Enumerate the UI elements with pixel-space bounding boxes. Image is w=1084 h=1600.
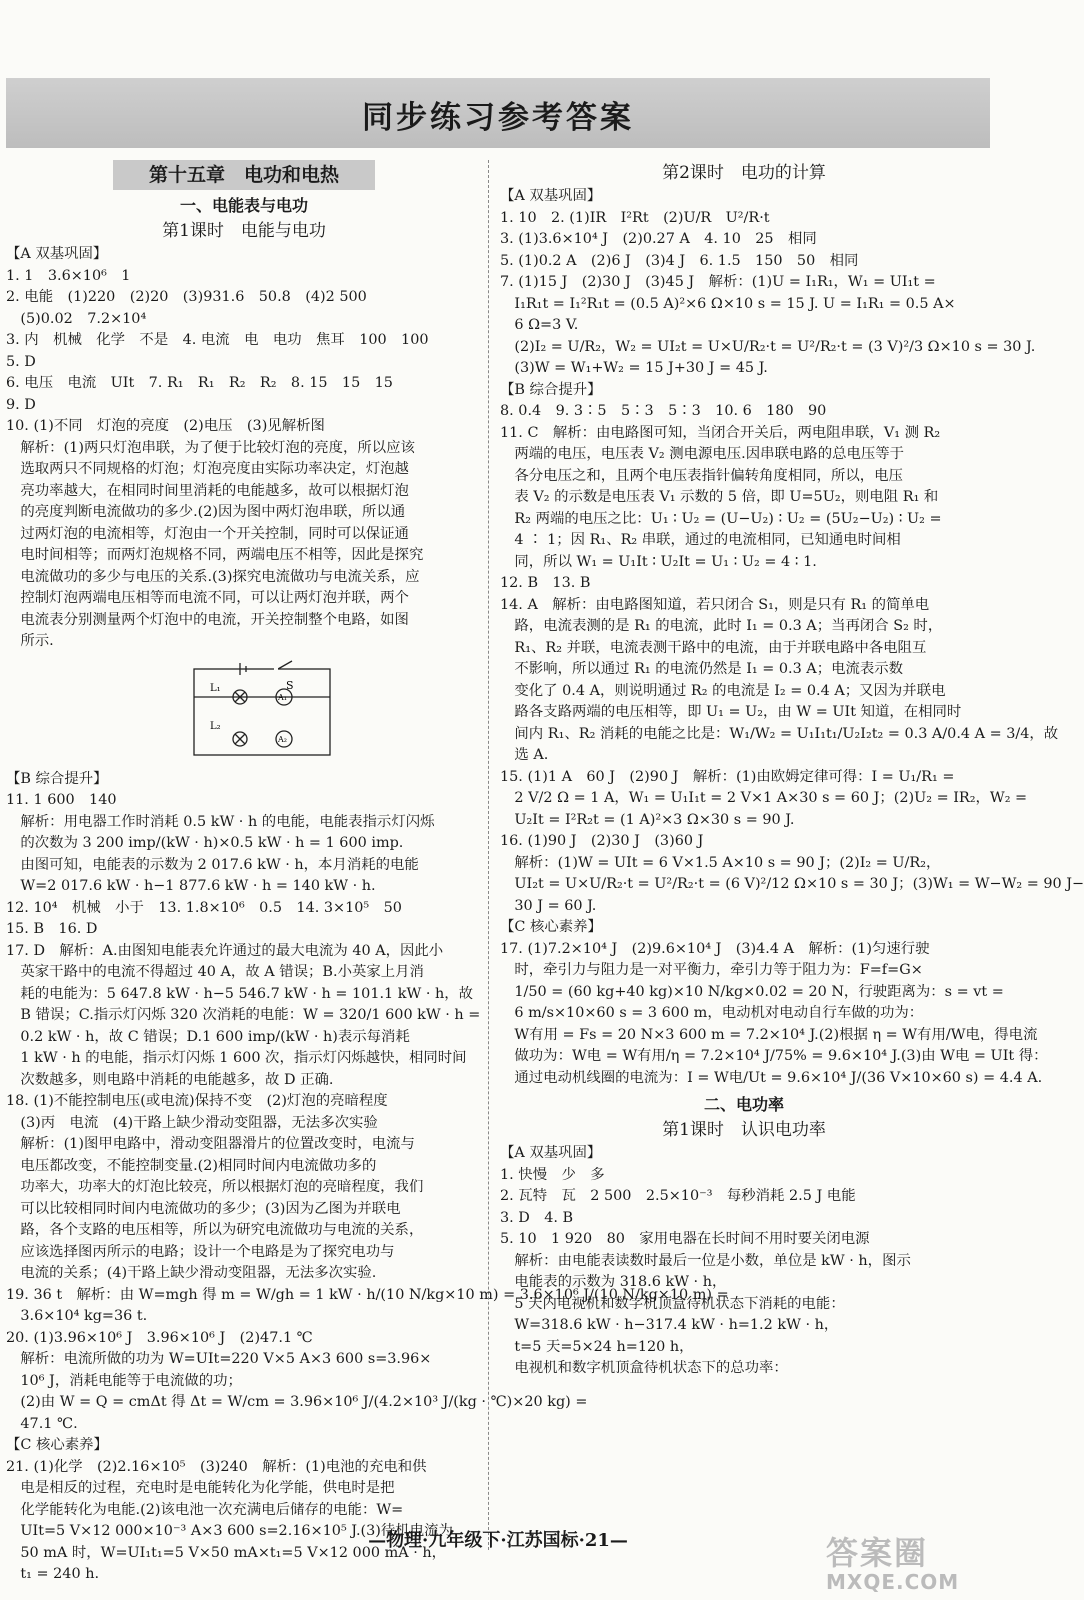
switch-label: S — [286, 678, 294, 692]
answer-line: 【A 双基巩固】 — [500, 188, 602, 204]
answer-line: I₁R₁t = I₁²R₁t = (0.5 A)²×6 Ω×10 s = 15 J. U = I₁R₁ = 0.5 A× — [500, 295, 956, 312]
watermark-logo: 答案圈 MXQE.COM — [826, 1534, 960, 1594]
answer-line: 5. 10 1 920 80 家用电器在长时间不用时要关闭电源 — [500, 1231, 870, 1247]
answer-line: 14. A 解析：由电路图知道，若只闭合 S₁，则是只有 R₁ 的简单电 — [500, 596, 930, 613]
circuit-diagram — [188, 659, 338, 763]
answer-block-a — [6, 244, 482, 653]
answer-line: 通过电动机线圈的电流为：I = W电/Ut = 9.6×10⁴ J/(36 V×10×60 s) = 4.4 A. — [500, 1069, 1043, 1086]
answer-line: 50 mA 时，W=UI₁t₁=5 V×50 mA×t₁=5 V×12 000 mA · h， — [6, 1544, 447, 1561]
answer-line: 路，电流表测的是 R₁ 的电流，此时 I₁ = 0.3 A；当再闭合 S₂ 时， — [500, 618, 943, 634]
answer-line: 功率大，功率大的灯泡比较亮，所以根据灯泡的亮暗程度，我们 — [6, 1179, 424, 1195]
answer-line: 3.6×10⁴ kg=36 t. — [6, 1308, 148, 1324]
answer-line: UIt=5 V×12 000×10⁻³ A×3 600 s=2.16×10⁵ J.(3)待机电流为 — [6, 1523, 453, 1539]
answer-line: W有用 = Fs = 20 N×3 600 m = 7.2×10⁴ J.(2)根据 η = W有用/W电，得电流 — [500, 1026, 1038, 1043]
page-footer: —物理·九年级下·江苏国标·21— — [368, 1530, 628, 1551]
answer-line: 控制灯泡两端电压相等而电流不同，可以让两灯泡并联，两个 — [6, 590, 409, 606]
answer-line: 1. 1 3.6×10⁶ 1 — [6, 267, 131, 284]
answer-line: 5. D — [6, 353, 36, 370]
answer-line: 3. D 4. B — [500, 1209, 574, 1226]
answer-line: 7. (1)15 J (2)30 J (3)45 J 解析：(1)U = I₁R₁，W₁ = UI₁t = — [500, 274, 936, 290]
answer-line: 47.1 ℃. — [6, 1415, 78, 1432]
answer-line: 5. (1)0.2 A (2)6 J (3)4 J 6. 1.5 150 50 相同 — [500, 252, 859, 269]
answer-line: U₂It = I²R₂t = (1 A)²×3 Ω×30 s = 90 J. — [500, 811, 795, 828]
answer-line: (2)I₂ = U/R₂，W₂ = UI₂t = U×U/R₂·t = U²/R₂·t = (3 V)²/3 Ω×10 s = 30 J. — [500, 338, 1036, 355]
answer-line: 15. B 16. D — [6, 921, 98, 937]
chapter-heading: 第十五章 电功和电热 — [113, 160, 375, 190]
answer-line: 6 Ω=3 V. — [500, 317, 579, 333]
answer-line: 10. (1)不同 灯泡的亮度 (2)电压 (3)见解析图 — [6, 418, 325, 434]
answer-line: 2. 电能 (1)220 (2)20 (3)931.6 50.8 (4)2 500 — [6, 289, 367, 305]
answer-line: 【C 核心素养】 — [500, 919, 602, 935]
ammeter-1-label: A₁ — [278, 692, 287, 702]
answer-line: 两端的电压，电压表 V₂ 测电源电压.因串联电路的总电压等于 — [500, 446, 905, 462]
answer-line: 次数越多，则电路中消耗的电能越多，故 D 正确. — [6, 1071, 334, 1088]
answer-line: 选取两只不同规格的灯泡；灯泡亮度由实际功率决定，灯泡越 — [6, 461, 409, 477]
answer-line: 选 A. — [500, 747, 549, 763]
lesson-heading: 第1课时 电能与电功 — [162, 221, 326, 241]
answer-line: 电压都改变，不能控制变量.(2)相同时间内电流做功多的 — [6, 1157, 377, 1174]
answer-line: 9. D — [6, 396, 36, 413]
answer-line: 5 天内电视机和数字机顶盒待机状态下消耗的电能： — [500, 1295, 845, 1312]
answer-line: UI₂t = U×U/R₂·t = U²/R₂·t = (6 V)²/12 Ω×10 s = 30 J；(3)W₁ = W−W₂ = 90 J− — [500, 876, 1084, 892]
answer-block-right-a — [500, 186, 1036, 380]
lesson-heading-3: 第1课时 认识电功率 — [662, 1120, 826, 1140]
answer-line: R₁、R₂ 并联，电流表测干路中的电流，由于并联电路中各电阻互 — [500, 639, 927, 656]
answer-line: 所示. — [6, 633, 54, 649]
answer-line: 2. 瓦特 瓦 2 500 2.5×10⁻³ 每秒消耗 2.5 J 电能 — [500, 1188, 856, 1204]
answer-line: (2)由 W = Q = cmΔt 得 Δt = W/cm = 3.96×10⁶ J/(4.2×10³ J/(kg · ℃)×20 kg) = — [6, 1394, 588, 1410]
answer-line: 时，牵引力与阻力是一对平衡力，牵引力等于阻力为：F=f=G× — [500, 962, 923, 978]
answer-line: W=2 017.6 kW · h−1 877.6 kW · h = 140 kW · h. — [6, 878, 376, 894]
answer-line: 电流的关系；(4)干路上缺少滑动变阻器，无法多次实验. — [6, 1265, 377, 1281]
answer-line: 电能表的示数为 318.6 kW · h， — [500, 1274, 727, 1290]
answer-line: 1. 10 2. (1)IR I²Rt (2)U/R U²/R·t — [500, 209, 770, 226]
answer-line: 12. B 13. B — [500, 575, 591, 591]
answer-line: 解析：用电器工作时消耗 0.5 kW · h 的电能，电能表指示灯闪烁 — [6, 813, 435, 830]
answer-line: 解析：电流所做的功为 W=UIt=220 V×5 A×3 600 s=3.96× — [6, 1351, 432, 1367]
answer-line: R₂ 两端的电压之比：U₁ ∶ U₂ = (U−U₂) ∶ U₂ = (5U₂−U₂) ∶ U₂ = — [500, 510, 942, 527]
answer-line: 21. (1)化学 (2)2.16×10⁵ (3)240 解析：(1)电池的充电和供 — [6, 1458, 427, 1475]
answer-line: 6. 电压 电流 UIt 7. R₁ R₁ R₂ R₂ 8. 15 15 15 — [6, 375, 393, 391]
answer-line: 解析：由电能表读数时最后一位是小数，单位是 kW · h，图示 — [500, 1252, 911, 1269]
answer-line: 解析：(1)图甲电路中，滑动变阻器滑片的位置改变时，电流与 — [6, 1136, 415, 1152]
answer-line: 的次数为 3 200 imp/(kW · h)×0.5 kW · h = 1 600 imp. — [6, 835, 404, 851]
answer-line: 11. C 解析：由电路图可知，当闭合开关后，两电阻串联，V₁ 测 R₂ — [500, 424, 941, 441]
page-title: 同步练习参考答案 — [362, 100, 634, 136]
answer-line: 20. (1)3.96×10⁶ J 3.96×10⁶ J (2)47.1 ℃ — [6, 1329, 313, 1346]
answer-line: 12. 10⁴ 机械 小于 13. 1.8×10⁶ 0.5 14. 3×10⁵ 50 — [6, 899, 402, 916]
answer-line: 【A 双基巩固】 — [6, 246, 108, 262]
answer-line: 间内 R₁、R₂ 消耗的电能之比是：W₁/W₂ = U₁I₁t₁/U₂I₂t₂ = 0.3 A/0.4 A = 3/4，故 — [500, 725, 1059, 742]
answer-line: 由图可知，电能表的示数为 2 017.6 kW · h，本月消耗的电能 — [6, 856, 419, 873]
lamp-2-label: L₂ — [210, 720, 221, 732]
answer-line: 电视机和数字机顶盒待机状态下的总功率： — [500, 1360, 788, 1376]
right-column — [500, 160, 1084, 1380]
answer-line: 0.2 kW · h，故 C 错误；D.1 600 imp/(kW · h)表示每消耗 — [6, 1028, 410, 1045]
answer-line: 解析：(1)W = UIt = 6 V×1.5 A×10 s = 90 J；(2)I₂ = U/R₂， — [500, 854, 941, 871]
answer-line: 同，所以 W₁ = U₁It ∶ U₂It = U₁ ∶ U₂ = 4 ∶ 1. — [500, 553, 817, 570]
answer-line: 16. (1)90 J (2)30 J (3)60 J — [500, 833, 704, 849]
lesson-heading-2: 第2课时 电功的计算 — [662, 163, 826, 183]
answer-line: 30 J = 60 J. — [500, 897, 597, 914]
answer-line: 3. 内 机械 化学 不是 4. 电流 电 电功 焦耳 100 100 — [6, 332, 429, 348]
answer-line: (5)0.02 7.2×10⁴ — [6, 310, 147, 327]
answer-line: 17. (1)7.2×10⁴ J (2)9.6×10⁴ J (3)4.4 A 解析：(1)匀速行驶 — [500, 940, 930, 957]
title-banner — [6, 78, 990, 148]
section-heading-2: 二、电功率 — [703, 1095, 784, 1114]
answer-line: 18. (1)不能控制电压(或电流)保持不变 (2)灯泡的亮暗程度 — [6, 1093, 388, 1109]
answer-line: 6 m/s×10×60 s = 3 600 m，电动机对电动自行车做的功为： — [500, 1005, 924, 1021]
answer-line: t₁ = 240 h. — [6, 1566, 100, 1582]
answer-line: 【A 双基巩固】 — [500, 1145, 602, 1161]
answer-line: 1/50 = (60 kg+40 kg)×10 N/kg×0.02 = 20 N，行驶距离为：s = vt = — [500, 983, 1004, 1000]
answer-line: 过两灯泡的电流相等，灯泡由一个开关控制，同时可以保证通 — [6, 525, 409, 542]
answer-line: 1 kW · h 的电能，指示灯闪烁 1 600 次，指示灯闪烁越快，相同时间 — [6, 1050, 467, 1066]
answer-line: 19. 36 t 解析：由 W=mgh 得 m = W/gh = 1 kW · h/(10 N/kg×10 m) = 3.6×10⁶ J/(10 N/kg×10 m) = — [6, 1286, 729, 1303]
answer-line: 10⁶ J，消耗电能等于电流做的功； — [6, 1372, 242, 1389]
answer-line: 8. 0.4 9. 3∶5 5∶3 5∶3 10. 6 180 90 — [500, 403, 827, 419]
answer-line: 1. 快慢 少 多 — [500, 1166, 605, 1183]
answer-line: 3. (1)3.6×10⁴ J (2)0.27 A 4. 10 25 相同 — [500, 231, 817, 247]
answer-block-right-b — [500, 380, 1084, 1090]
answer-line: 【B 综合提升】 — [500, 381, 602, 398]
lamp-1-label: L₁ — [210, 682, 221, 694]
answer-line: 变化了 0.4 A，则说明通过 R₂ 的电流是 I₂ = 0.4 A；又因为并联电 — [500, 682, 946, 699]
answer-line: B 错误；C.指示灯闪烁 320 次消耗的电能：W = 320/1 600 kW · h = — [6, 1007, 481, 1023]
answer-line: 电流做功的多少与电压的关系.(3)探究电流做功与电流关系，应 — [6, 568, 420, 585]
answer-line: 各分电压之和，且两个电压表指针偏转角度相同，所以，电压 — [500, 467, 903, 484]
answer-block-right-c — [500, 1143, 988, 1380]
answer-line: 【B 综合提升】 — [6, 770, 108, 787]
answer-line: 化学能转化为电能.(2)该电池一次充满电后储存的电能：W= — [6, 1501, 404, 1518]
answer-line: 英家干路中的电流不得超过 40 A，故 A 错误；B.小英家上月消 — [6, 964, 424, 980]
section-heading: 一、电能表与电功 — [179, 196, 308, 215]
answer-line: 表 V₂ 的示数是电压表 V₁ 示数的 5 倍，即 U=5U₂，则电阻 R₁ 和 — [500, 489, 939, 505]
answer-line: 应该选择图丙所示的电路；设计一个电路是为了探究电功与 — [6, 1243, 395, 1260]
answer-line: 4 ∶ 1；因 R₁、R₂ 串联，通过的电流相同，已知通电时间相 — [500, 532, 901, 548]
answer-line: 的亮度判断电流做功的多少.(2)因为图中两灯泡串联，所以通 — [6, 504, 406, 520]
column-divider — [488, 160, 489, 1550]
answer-line: 17. D 解析：A.由图知电能表允许通过的最大电流为 40 A，因此小 — [6, 942, 444, 959]
answer-line: 15. (1)1 A 60 J (2)90 J 解析：(1)由欧姆定律可得：I = U₁/R₁ = — [500, 768, 955, 785]
answer-line: 电时间相等；而两灯泡规格不同，两端电压不相等，因此是探究 — [6, 547, 424, 563]
answer-line: t=5 天=5×24 h=120 h， — [500, 1338, 694, 1355]
answer-line: 亮功率越大，在相同时间里消耗的电能越多，故可以根据灯泡 — [6, 482, 409, 499]
answer-line: (3)丙 电流 (4)干路上缺少滑动变阻器，无法多次实验 — [6, 1114, 378, 1131]
answer-line: 电是相反的过程，充电时是电能转化为化学能，供电时是把 — [6, 1480, 395, 1496]
answer-line: W=318.6 kW · h−317.4 kW · h=1.2 kW · h， — [500, 1317, 839, 1333]
answer-line: 电流表分别测量两个灯泡中的电流，开关控制整个电路，如图 — [6, 611, 409, 628]
answer-line: 解析：(1)两只灯泡串联，为了便于比较灯泡的亮度，所以应该 — [6, 439, 415, 456]
answer-line: 不影响，所以通过 R₁ 的电流仍然是 I₁ = 0.3 A；电流表示数 — [500, 661, 904, 677]
answer-line: 做功为：W电 = W有用/η = 7.2×10⁴ J/75% = 9.6×10⁴ J.(3)由 W电 = UIt 得： — [500, 1048, 1048, 1064]
answer-line: 耗的电能为：5 647.8 kW · h−5 546.7 kW · h = 101.1 kW · h，故 — [6, 985, 474, 1002]
answer-line: (3)W = W₁+W₂ = 15 J+30 J = 45 J. — [500, 360, 768, 376]
answer-line: 11. 1 600 140 — [6, 792, 117, 808]
ammeter-2-label: A₂ — [278, 734, 287, 744]
answer-line: 路各支路两端的电压相等，即 U₁ = U₂，由 W = UIt 知道，在相同时 — [500, 704, 962, 720]
answer-line: 【C 核心素养】 — [6, 1437, 108, 1453]
answer-line: 可以比较相同时间内电流做功的多少；(3)因为乙图为并联电 — [6, 1200, 401, 1217]
answer-line: 路，各个支路的电压相等，所以为研究电流做功与电流的关系， — [6, 1222, 424, 1238]
answer-line: 2 V/2 Ω = 1 A，W₁ = U₁I₁t = 2 V×1 A×30 s = 60 J；(2)U₂ = IR₂，W₂ = — [500, 790, 1028, 806]
